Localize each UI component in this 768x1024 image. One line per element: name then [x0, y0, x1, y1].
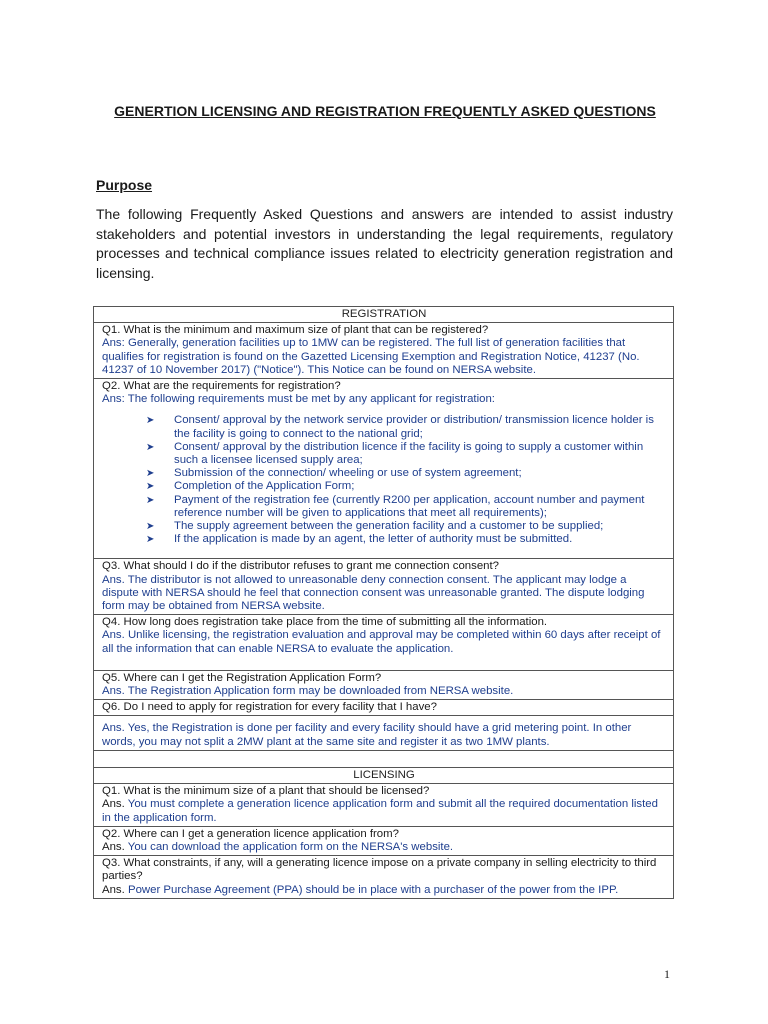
purpose-paragraph: The following Frequently Asked Questions and answers are intended to assist industry stakeholders and potential investors in understanding the legal requirements, regulatory processes and technical compliance issues related to electricity generation registration and licensing.	[96, 206, 673, 281]
licensing-a2: You can download the application form on the NERSA's website.	[127, 840, 454, 853]
arrowhead-bullet-icon: ➤	[146, 415, 155, 427]
requirements-list	[102, 414, 666, 546]
registration-q3: Q3. What should I do if the distributor refuses to grant me connection consent?	[102, 560, 499, 573]
faq-cell	[94, 323, 674, 379]
licensing-q3: Q3. What constraints, if any, will a generating licence impose on a private company in selling electricity to third parties?	[102, 857, 657, 883]
faq-cell	[94, 826, 674, 855]
registration-q4: Q4. How long does registration take place from the time of submitting all the information.	[102, 616, 548, 629]
registration-a4: Ans. Unlike licensing, the registration evaluation and approval may be completed within 60 days after receipt of all the information that can enable NERSA to evaluate the application.	[102, 629, 661, 655]
page-title: GENERTION LICENSING AND REGISTRATION FREQUENTLY ASKED QUESTIONS	[114, 103, 656, 119]
table-row	[94, 784, 674, 827]
faq-cell	[94, 784, 674, 827]
faq-table	[93, 306, 674, 899]
table-row	[94, 559, 674, 615]
faq-cell	[94, 379, 674, 559]
registration-q2: Q2. What are the requirements for registration?	[102, 380, 341, 393]
faq-cell	[94, 700, 674, 716]
table-row	[94, 856, 674, 899]
licensing-q1: Q1. What is the minimum size of a plant that should be licensed?	[102, 785, 430, 798]
table-row	[94, 379, 674, 559]
table-row	[94, 700, 674, 716]
list-item: ➤ Completion of the Application Form;	[146, 480, 355, 493]
registration-header: REGISTRATION	[94, 307, 674, 323]
arrowhead-bullet-icon: ➤	[146, 481, 155, 493]
registration-a2: Ans: The following requirements must be met by any applicant for registration:	[102, 393, 495, 406]
registration-a1: Ans: Generally, generation facilities up to 1MW can be registered. The full list of generation facilities that qualifies for registration is found on the Gazetted Licensing Exemption and Registration Notice, 41237 (No. 41237 of 10 November 2017) ("Notice"). This Notice can be found on NERSA website.	[102, 337, 640, 376]
list-item: ➤ The supply agreement between the generation facility and a customer to be supplied;	[146, 520, 604, 533]
table-row	[94, 615, 674, 671]
list-item: ➤ Submission of the connection/ wheeling or use of system agreement;	[146, 467, 522, 480]
table-row	[94, 323, 674, 379]
empty-cell	[94, 750, 674, 767]
faq-cell	[94, 615, 674, 671]
faq-cell	[94, 559, 674, 615]
purpose-heading: Purpose	[96, 177, 153, 193]
list-item: ➤ Consent/ approval by the distribution licence if the facility is going to supply a customer within such a licensee licensed supply area;	[146, 440, 644, 467]
faq-cell	[94, 716, 674, 750]
arrowhead-bullet-icon: ➤	[146, 521, 155, 533]
table-row	[94, 307, 674, 323]
list-item: ➤ If the application is made by an agent, the letter of authority must be submitted.	[146, 533, 573, 546]
list-item: ➤ Payment of the registration fee (currently R200 per application, account number and payment reference number will be given to applications that meet all requirements);	[146, 493, 645, 519]
licensing-q2: Q2. Where can I get a generation licence application from?	[102, 827, 399, 840]
table-row	[94, 670, 674, 699]
answer-label: Ans.	[102, 798, 125, 811]
table-row	[94, 767, 674, 783]
answer-label: Ans.	[102, 883, 125, 896]
page-number: 1	[664, 967, 670, 981]
arrowhead-bullet-icon: ➤	[146, 534, 155, 546]
registration-a3: Ans. The distributor is not allowed to unreasonable deny connection consent. The applicant may lodge a dispute with NERSA should he feel that connection consent was unreasonable granted. The dispute lodging form may be obtained from NERSA website.	[102, 573, 645, 613]
licensing-a3: Power Purchase Agreement (PPA) should be in place with a purchaser of the power from the IPP.	[127, 883, 619, 896]
arrowhead-bullet-icon: ➤	[146, 468, 155, 480]
list-item: ➤ Consent/ approval by the network service provider or distribution/ transmission licence holder is the facility is going to connect to the national grid;	[146, 414, 654, 440]
table-row	[94, 716, 674, 750]
registration-q6: Q6. Do I need to apply for registration for every facility that I have?	[102, 701, 437, 714]
table-row	[94, 750, 674, 767]
registration-q5: Q5. Where can I get the Registration Application Form?	[102, 671, 382, 684]
registration-q1: Q1. What is the minimum and maximum size of plant that can be registered?	[102, 324, 489, 337]
licensing-header: LICENSING	[94, 767, 674, 783]
faq-cell	[94, 856, 674, 899]
arrowhead-bullet-icon: ➤	[146, 441, 155, 453]
registration-a5: Ans. The Registration Application form may be downloaded from NERSA website.	[102, 685, 514, 698]
arrowhead-bullet-icon: ➤	[146, 494, 155, 506]
licensing-a1: You must complete a generation licence application form and submit all the required documentation listed in the application form.	[102, 798, 658, 824]
registration-a6: Ans. Yes, the Registration is done per facility and every facility should have a grid metering point. In other words, you may not split a 2MW plant at the same site and register it as two 1MW plants.	[102, 722, 632, 748]
answer-label: Ans.	[102, 840, 125, 853]
table-row	[94, 826, 674, 855]
faq-cell	[94, 670, 674, 699]
